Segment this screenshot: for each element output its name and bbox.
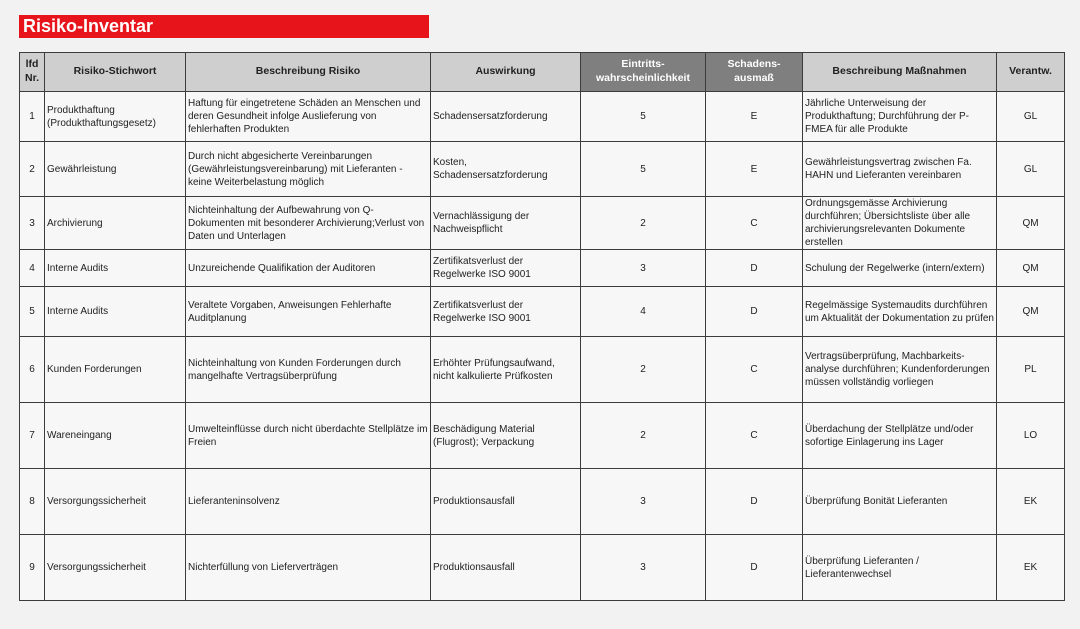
cell-impact: Kosten, Schadensersatzforderung	[431, 142, 581, 197]
cell-damage: D	[706, 287, 803, 337]
cell-probability: 3	[581, 250, 706, 287]
cell-measures: Regelmässige Systemaudits durchführen um Aktualität der Dokumentation zu prüfen	[803, 287, 997, 337]
cell-damage: E	[706, 142, 803, 197]
cell-keyword: Wareneingang	[45, 403, 186, 469]
cell-nr: 9	[20, 535, 45, 601]
cell-measures: Überprüfung Lieferanten / Lieferantenwechsel	[803, 535, 997, 601]
table-row	[20, 403, 1065, 469]
cell-responsible: LO	[997, 403, 1065, 469]
cell-probability: 3	[581, 535, 706, 601]
cell-description: Unzureichende Qualifikation der Auditoren	[186, 250, 431, 287]
cell-nr: 6	[20, 337, 45, 403]
cell-description: Nichterfüllung von Lieferverträgen	[186, 535, 431, 601]
table-row	[20, 197, 1065, 250]
cell-damage: D	[706, 535, 803, 601]
table-header-row	[20, 53, 1065, 92]
risk-inventory-table	[19, 52, 1065, 601]
cell-impact: Schadensersatzforderung	[431, 92, 581, 142]
cell-probability: 2	[581, 337, 706, 403]
table-row	[20, 469, 1065, 535]
table-row	[20, 337, 1065, 403]
cell-measures: Überdachung der Stellplätze und/oder sofortige Einlagerung ins Lager	[803, 403, 997, 469]
header-measures: Beschreibung Maßnahmen	[803, 53, 997, 92]
cell-responsible: PL	[997, 337, 1065, 403]
cell-nr: 8	[20, 469, 45, 535]
cell-responsible: GL	[997, 142, 1065, 197]
cell-damage: C	[706, 197, 803, 250]
table-row	[20, 535, 1065, 601]
header-keyword: Risiko-Stichwort	[45, 53, 186, 92]
cell-probability: 5	[581, 142, 706, 197]
cell-keyword: Interne Audits	[45, 287, 186, 337]
header-nr: lfd Nr.	[20, 53, 45, 92]
cell-probability: 3	[581, 469, 706, 535]
cell-description: Nichteinhaltung von Kunden Forderungen durch mangelhafte Vertragsüberprüfung	[186, 337, 431, 403]
header-impact: Auswirkung	[431, 53, 581, 92]
cell-measures: Überprüfung Bonität Lieferanten	[803, 469, 997, 535]
cell-keyword: Versorgungssicherheit	[45, 535, 186, 601]
header-description: Beschreibung Risiko	[186, 53, 431, 92]
cell-nr: 5	[20, 287, 45, 337]
cell-impact: Zertifikatsverlust der Regelwerke ISO 9001	[431, 250, 581, 287]
cell-damage: E	[706, 92, 803, 142]
cell-description: Umwelteinflüsse durch nicht überdachte Stellplätze im Freien	[186, 403, 431, 469]
cell-measures: Vertragsüberprüfung, Machbarkeits-analyse durchführen; Kundenforderungen müssen vollständig vorliegen	[803, 337, 997, 403]
cell-description: Durch nicht abgesicherte Vereinbarungen (Gewährleistungsvereinbarung) mit Lieferanten - keine Weiterbelastung möglich	[186, 142, 431, 197]
cell-damage: D	[706, 469, 803, 535]
header-damage: Schadens-ausmaß	[706, 53, 803, 92]
cell-probability: 5	[581, 92, 706, 142]
cell-keyword: Interne Audits	[45, 250, 186, 287]
cell-nr: 3	[20, 197, 45, 250]
table-row	[20, 287, 1065, 337]
cell-responsible: EK	[997, 535, 1065, 601]
cell-measures: Jährliche Unterweisung der Produkthaftung; Durchführung der P-FMEA für alle Produkte	[803, 92, 997, 142]
cell-keyword: Gewährleistung	[45, 142, 186, 197]
cell-responsible: QM	[997, 197, 1065, 250]
cell-damage: C	[706, 337, 803, 403]
cell-nr: 7	[20, 403, 45, 469]
cell-responsible: QM	[997, 287, 1065, 337]
table-row	[20, 142, 1065, 197]
cell-measures: Ordnungsgemässe Archivierung durchführen; Übersichtsliste über alle archivierungsrelevanten Dokumente erstellen	[803, 197, 997, 250]
cell-nr: 2	[20, 142, 45, 197]
cell-keyword: Archivierung	[45, 197, 186, 250]
cell-description: Haftung für eingetretene Schäden an Menschen und deren Gesundheit infolge Auslieferung von fehlerhaften Produkten	[186, 92, 431, 142]
cell-impact: Produktionsausfall	[431, 535, 581, 601]
cell-responsible: QM	[997, 250, 1065, 287]
cell-description: Lieferanteninsolvenz	[186, 469, 431, 535]
document-title: Risiko-Inventar	[19, 15, 429, 38]
cell-keyword: Versorgungssicherheit	[45, 469, 186, 535]
cell-measures: Schulung der Regelwerke (intern/extern)	[803, 250, 997, 287]
cell-measures: Gewährleistungsvertrag zwischen Fa. HAHN und Lieferanten vereinbaren	[803, 142, 997, 197]
cell-nr: 1	[20, 92, 45, 142]
cell-probability: 2	[581, 197, 706, 250]
cell-responsible: GL	[997, 92, 1065, 142]
cell-description: Veraltete Vorgaben, Anweisungen Fehlerhafte Auditplanung	[186, 287, 431, 337]
table-row	[20, 92, 1065, 142]
cell-impact: Produktionsausfall	[431, 469, 581, 535]
table-row	[20, 250, 1065, 287]
header-responsible: Verantw.	[997, 53, 1065, 92]
cell-probability: 4	[581, 287, 706, 337]
cell-impact: Zertifikatsverlust der Regelwerke ISO 9001	[431, 287, 581, 337]
cell-impact: Vernachlässigung der Nachweispflicht	[431, 197, 581, 250]
cell-keyword: Kunden Forderungen	[45, 337, 186, 403]
cell-impact: Beschädigung Material (Flugrost); Verpackung	[431, 403, 581, 469]
cell-responsible: EK	[997, 469, 1065, 535]
cell-impact: Erhöhter Prüfungsaufwand, nicht kalkulierte Prüfkosten	[431, 337, 581, 403]
cell-keyword: Produkthaftung (Produkthaftungsgesetz)	[45, 92, 186, 142]
cell-damage: C	[706, 403, 803, 469]
header-probability: Eintritts-wahrscheinlichkeit	[581, 53, 706, 92]
cell-description: Nichteinhaltung der Aufbewahrung von Q-Dokumenten mit besonderer Archivierung;Verlust von Daten und Unterlagen	[186, 197, 431, 250]
cell-damage: D	[706, 250, 803, 287]
cell-probability: 2	[581, 403, 706, 469]
cell-nr: 4	[20, 250, 45, 287]
